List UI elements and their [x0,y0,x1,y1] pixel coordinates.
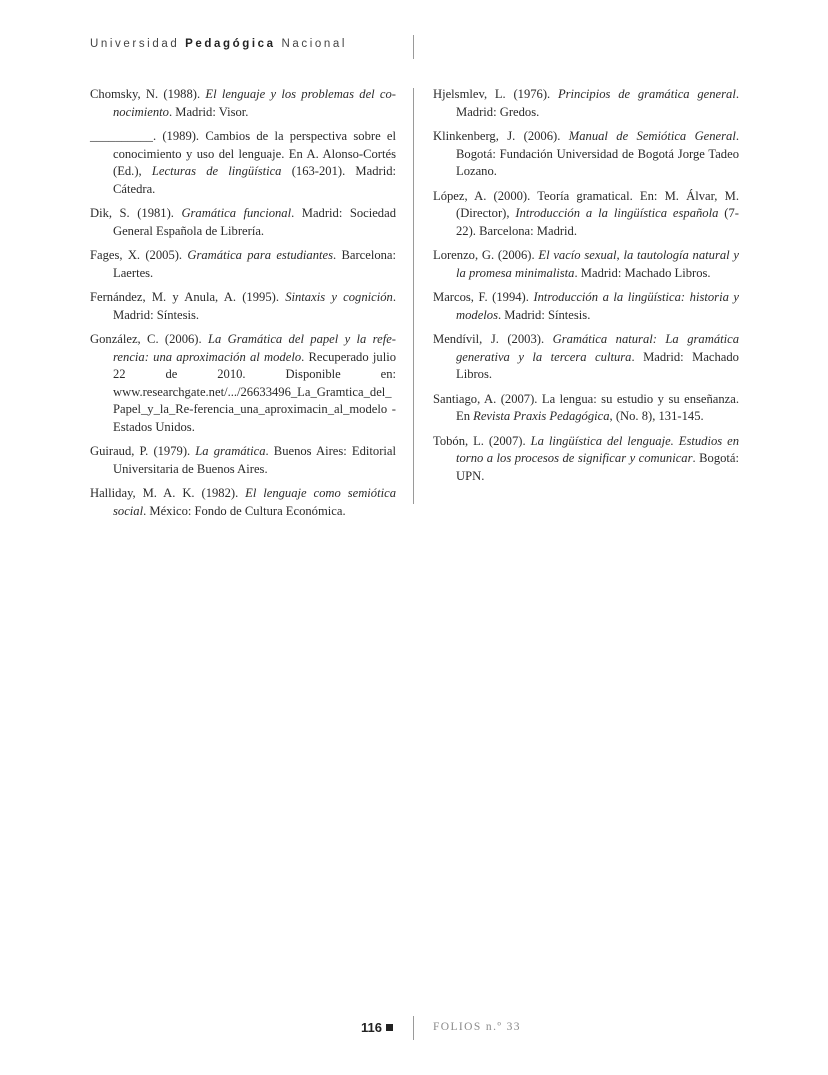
running-header [90,38,347,50]
square-bullet-icon [386,1024,393,1031]
reference-item: González, C. (2006). La Gramática del papel y la refe-rencia: una aproximación al modelo. Recuperado julio 22 de 2010. Disponible en: www.researchgate.net/.../26633496_La_Gramtica_del_Papel_y_la_Re-ferencia_una_aproximacin_al_modelo - Estados Unidos. [90,332,396,434]
references-column-right [433,86,739,492]
footer-divider [413,1016,414,1040]
header-university-pre: Universidad [90,38,186,50]
column-divider [413,88,414,504]
reference-item: Santiago, A. (2007). La lengua: su estudio y su enseñanza. En Revista Praxis Pedagógica, (No. 8), 131-145. [433,391,739,423]
reference-item: López, A. (2000). Teoría gramatical. En: M. Álvar, M. (Director), Introducción a la lingüística española (7-22). Barcelona: Madrid. [433,188,739,238]
reference-item: Marcos, F. (1994). Introducción a la lingüística: historia y modelos. Madrid: Síntesis. [433,290,739,322]
reference-item: Fages, X. (2005). Gramática para estudiantes. Barcelona: Laertes. [90,248,397,280]
header-university-bold: Pedagógica [185,38,276,50]
references-column-left [90,86,396,527]
reference-item: Hjelsmlev, L. (1976). Principios de gramática general. Madrid: Gredos. [433,87,739,119]
reference-item: Dik, S. (1981). Gramática funcional. Madrid: Sociedad General Española de Librería. [90,206,396,238]
reference-item: Halliday, M. A. K. (1982). El lenguaje como semiótica social. México: Fondo de Cultura Económica. [90,486,396,518]
journal-issue: FOLIOS n.º 33 [433,1021,521,1033]
reference-item: Mendívil, J. (2003). Gramática natural: La gramática generativa y la tercera cultura. Madrid: Machado Libros. [433,332,739,381]
reference-item: Lorenzo, G. (2006). El vacío sexual, la tautología natural y la promesa minimalista. Madrid: Machado Libros. [433,248,739,280]
reference-item: Chomsky, N. (1988). El lenguaje y los problemas del co-nocimiento. Madrid: Visor. [90,87,397,119]
page-number: 116 [361,1020,393,1035]
reference-item: Guiraud, P. (1979). La gramática. Buenos Aires: Editorial Universitaria de Buenos Aires. [90,444,396,476]
header-university-post: Nacional [275,38,348,50]
reference-item: __________. (1989). Cambios de la perspectiva sobre el conocimiento y uso del lenguaje. En A. Alonso-Cortés (Ed.), Lecturas de lingüística (163-201). Madrid: Cátedra. [90,129,397,196]
reference-item: Tobón, L. (2007). La lingüística del lenguaje. Estudios en torno a los procesos de significar y comunicar. Bogotá: UPN. [433,433,739,483]
reference-item: Klinkenberg, J. (2006). Manual de Semiótica General. Bogotá: Fundación Universidad de Bogotá Jorge Tadeo Lozano. [433,129,739,178]
header-divider [413,35,414,59]
reference-item: Fernández, M. y Anula, A. (1995). Sintaxis y cognición. Madrid: Síntesis. [90,290,396,322]
